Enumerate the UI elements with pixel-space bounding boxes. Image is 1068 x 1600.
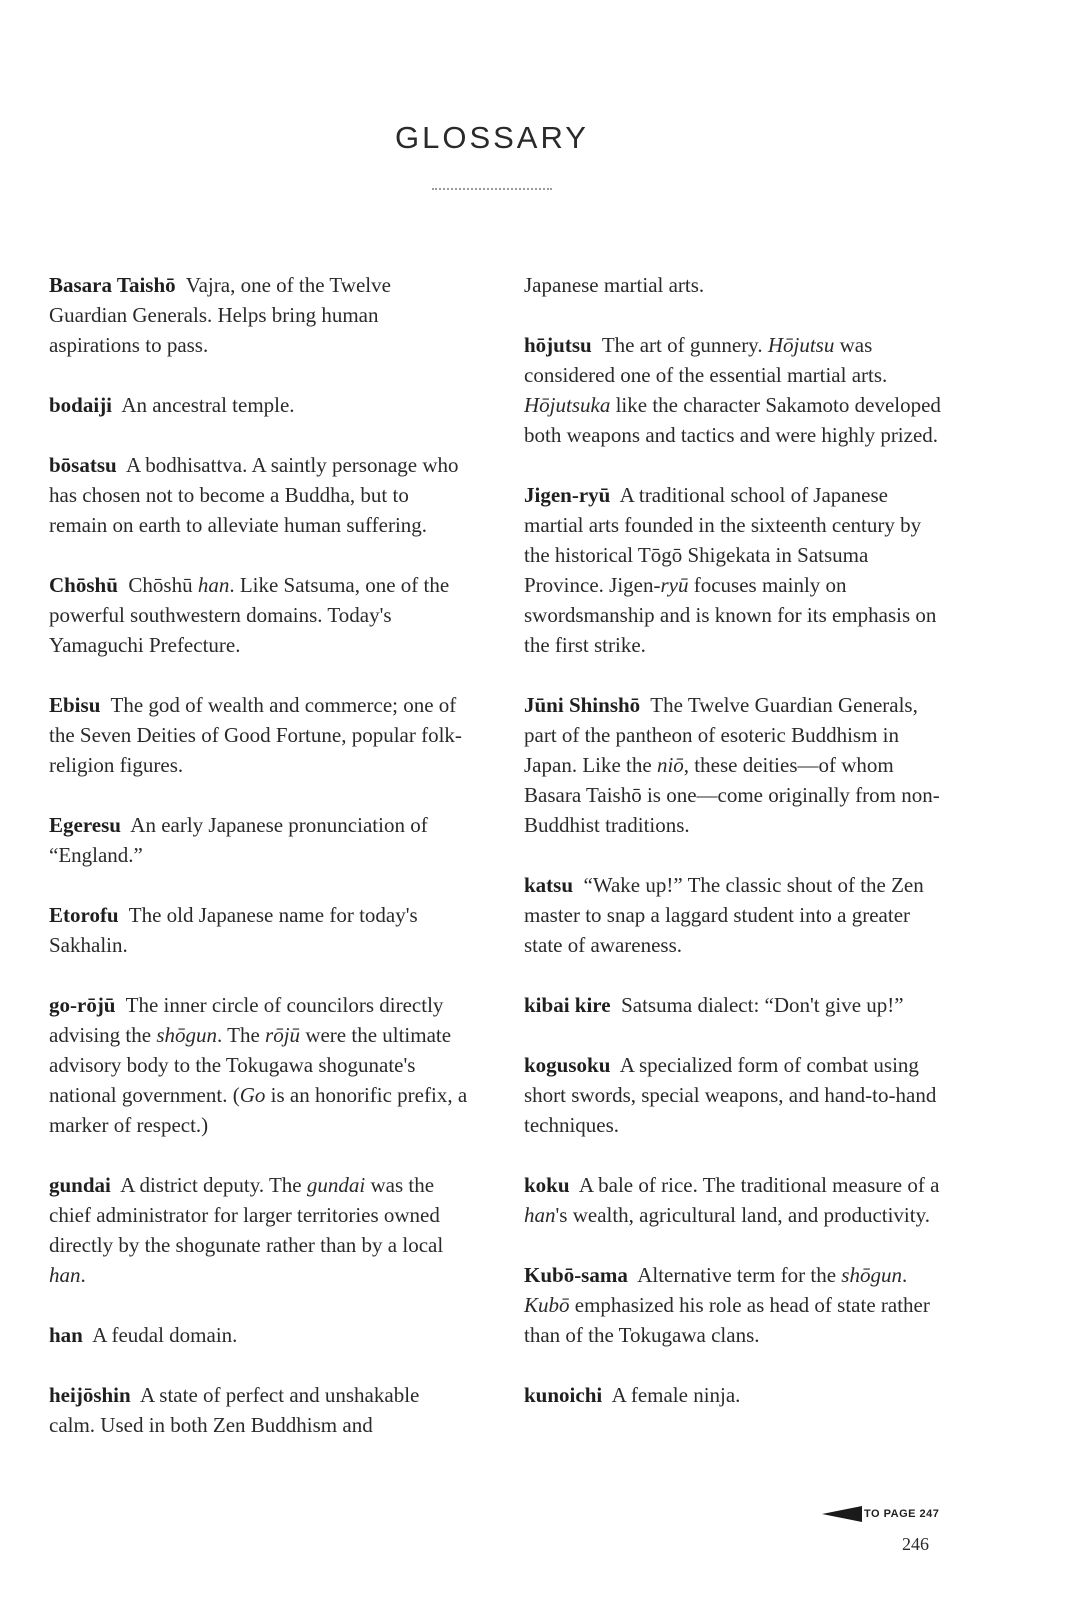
arrow-left-icon	[822, 1506, 862, 1522]
glossary-entry	[49, 1380, 469, 1440]
definition-text: The Twelve Guardian Generals, part of the pantheon of esoteric Buddhism in Japan. Like the	[524, 693, 918, 777]
definition-text: A traditional school of Japanese martial arts founded in the sixteenth century by the historical Tōgō Shigekata in Satsuma Province. Jigen-	[524, 483, 922, 597]
glossary-definition	[121, 393, 294, 417]
glossary-term: heijōshin	[49, 1383, 131, 1407]
glossary-entry	[49, 1170, 469, 1290]
definition-italic-text: han	[197, 573, 230, 597]
definition-text: . Like Satsuma, one of the powerful southwestern domains. Today's Yamaguchi Prefecture.	[49, 573, 450, 657]
definition-text: like the character Sakamoto developed both weapons and tactics and were highly prized.	[524, 393, 941, 447]
definition-text: focuses mainly on swordsmanship and is known for its emphasis on the first strike.	[524, 573, 937, 657]
definition-text: A district deputy. The	[120, 1173, 307, 1197]
definition-italic-text: han	[524, 1203, 556, 1227]
definition-text: The inner circle of councilors directly advising the	[49, 993, 444, 1047]
definition-text: .	[80, 1263, 86, 1287]
glossary-left-column	[49, 270, 469, 1470]
glossary-term: go-rōjū	[49, 993, 116, 1017]
glossary-entry	[49, 990, 469, 1140]
definition-text: Alternative term for the	[637, 1263, 842, 1287]
definition-text: The god of wealth and commerce; one of the Seven Deities of Good Fortune, popular folk-religion figures.	[49, 693, 462, 777]
definition-text: “Wake up!” The classic shout of the Zen master to snap a laggard student into a greater state of awareness.	[524, 873, 924, 957]
glossary-term: koku	[524, 1173, 570, 1197]
glossary-term: bodaiji	[49, 393, 113, 417]
definition-text: Vajra, one of the Twelve Guardian Generals. Helps bring human aspirations to pass.	[49, 273, 391, 357]
glossary-entry	[49, 1320, 469, 1350]
glossary-entry	[49, 810, 469, 870]
glossary-definition	[92, 1323, 237, 1347]
glossary-definition	[524, 873, 924, 957]
glossary-entry	[524, 1170, 944, 1230]
glossary-term: Ebisu	[49, 693, 101, 717]
glossary-entry	[524, 870, 944, 960]
glossary-definition	[612, 1383, 741, 1407]
glossary-term: Egeresu	[49, 813, 121, 837]
definition-text: A bodhisattva. A saintly personage who has chosen not to become a Buddha, but to remain on earth to alleviate human suffering.	[49, 453, 459, 537]
glossary-entry	[524, 1260, 944, 1350]
definition-text: An early Japanese pronunciation of “England.”	[49, 813, 428, 867]
definition-italic-text: Go	[239, 1083, 266, 1107]
continued-definition: Japanese martial arts.	[524, 273, 705, 297]
glossary-term: Jigen-ryū	[524, 483, 611, 507]
definition-text: is an honorific prefix, a marker of respect.)	[49, 1083, 468, 1137]
definition-text: The art of gunnery.	[601, 333, 768, 357]
definition-italic-text: gundai	[306, 1173, 366, 1197]
glossary-entry	[524, 1380, 944, 1410]
glossary-entry	[49, 450, 469, 540]
definition-text: emphasized his role as head of state rather than of the Tokugawa clans.	[524, 1293, 930, 1347]
definition-text: Chōshū	[128, 573, 198, 597]
definition-italic-text: han	[49, 1263, 81, 1287]
glossary-term: Etorofu	[49, 903, 119, 927]
glossary-term: kibai kire	[524, 993, 611, 1017]
glossary-definition	[49, 693, 462, 777]
definition-italic-text: ryū	[660, 573, 689, 597]
definition-italic-text: Hōjutsu	[767, 333, 835, 357]
glossary-term: han	[49, 1323, 83, 1347]
definition-text: An ancestral temple.	[121, 393, 295, 417]
glossary-definition	[524, 1173, 939, 1227]
definition-text: A female ninja.	[611, 1383, 741, 1407]
glossary-term: Basara Taishō	[49, 273, 176, 297]
definition-text: A state of perfect and unshakable calm. Used in both Zen Buddhism and	[49, 1383, 420, 1437]
definition-text: . The	[217, 1023, 266, 1047]
definition-text: 's wealth, agricultural land, and productivity.	[555, 1203, 930, 1227]
glossary-definition	[621, 993, 904, 1017]
glossary-entry	[524, 1050, 944, 1140]
glossary-entry	[524, 480, 944, 660]
definition-italic-text: shōgun	[156, 1023, 218, 1047]
glossary-entry	[524, 990, 944, 1020]
glossary-term: bōsatsu	[49, 453, 117, 477]
definition-italic-text: shōgun	[841, 1263, 902, 1287]
next-page-indicator	[822, 1506, 939, 1522]
page-number: 246	[902, 1534, 929, 1554]
glossary-entry	[49, 270, 469, 360]
definition-text: .	[901, 1263, 908, 1287]
definition-text: Satsuma dialect: “Don't give up!”	[621, 993, 904, 1017]
page-title: GLOSSARY	[394, 120, 589, 155]
glossary-entry	[524, 690, 944, 840]
glossary-entry	[49, 390, 469, 420]
definition-italic-text: Hōjutsuka	[524, 393, 611, 417]
glossary-term: Kubō-sama	[524, 1263, 628, 1287]
glossary-term: hōjutsu	[524, 333, 592, 357]
definition-italic-text: niō	[656, 753, 684, 777]
glossary-entry	[49, 900, 469, 960]
glossary-term: kogusoku	[524, 1053, 611, 1077]
glossary-entry	[49, 690, 469, 780]
glossary-term: kunoichi	[524, 1383, 603, 1407]
next-page-label: TO PAGE 247	[864, 1508, 940, 1520]
definition-text: A feudal domain.	[92, 1323, 238, 1347]
definition-text: was considered one of the essential martial arts.	[524, 333, 888, 387]
definition-text: was the chief administrator for larger territories owned directly by the shogunate rather than by a local	[49, 1173, 444, 1257]
definition-text: A bale of rice. The traditional measure of a	[578, 1173, 940, 1197]
glossary-term: Chōshū	[49, 573, 118, 597]
glossary-term: katsu	[524, 873, 574, 897]
definition-text: A specialized form of combat using short swords, special weapons, and hand-to-hand techniques.	[524, 1053, 937, 1137]
definition-italic-text: rōjū	[265, 1023, 301, 1047]
definition-italic-text: Kubō	[524, 1293, 570, 1317]
glossary-entry	[49, 570, 469, 660]
glossary-term: gundai	[49, 1173, 111, 1197]
definition-text: , these deities—of whom Basara Taishō is one—come originally from non-Buddhist traditions.	[524, 753, 940, 837]
glossary-entry	[524, 330, 944, 450]
glossary-term: Jūni Shinshō	[524, 693, 641, 717]
title-divider	[432, 188, 552, 190]
definition-text: were the ultimate advisory body to the Tokugawa shogunate's national government. (	[49, 1023, 452, 1107]
definition-text: The old Japanese name for today's Sakhalin.	[49, 903, 418, 957]
glossary-right-column	[524, 270, 944, 1440]
glossary-definition	[524, 483, 936, 657]
